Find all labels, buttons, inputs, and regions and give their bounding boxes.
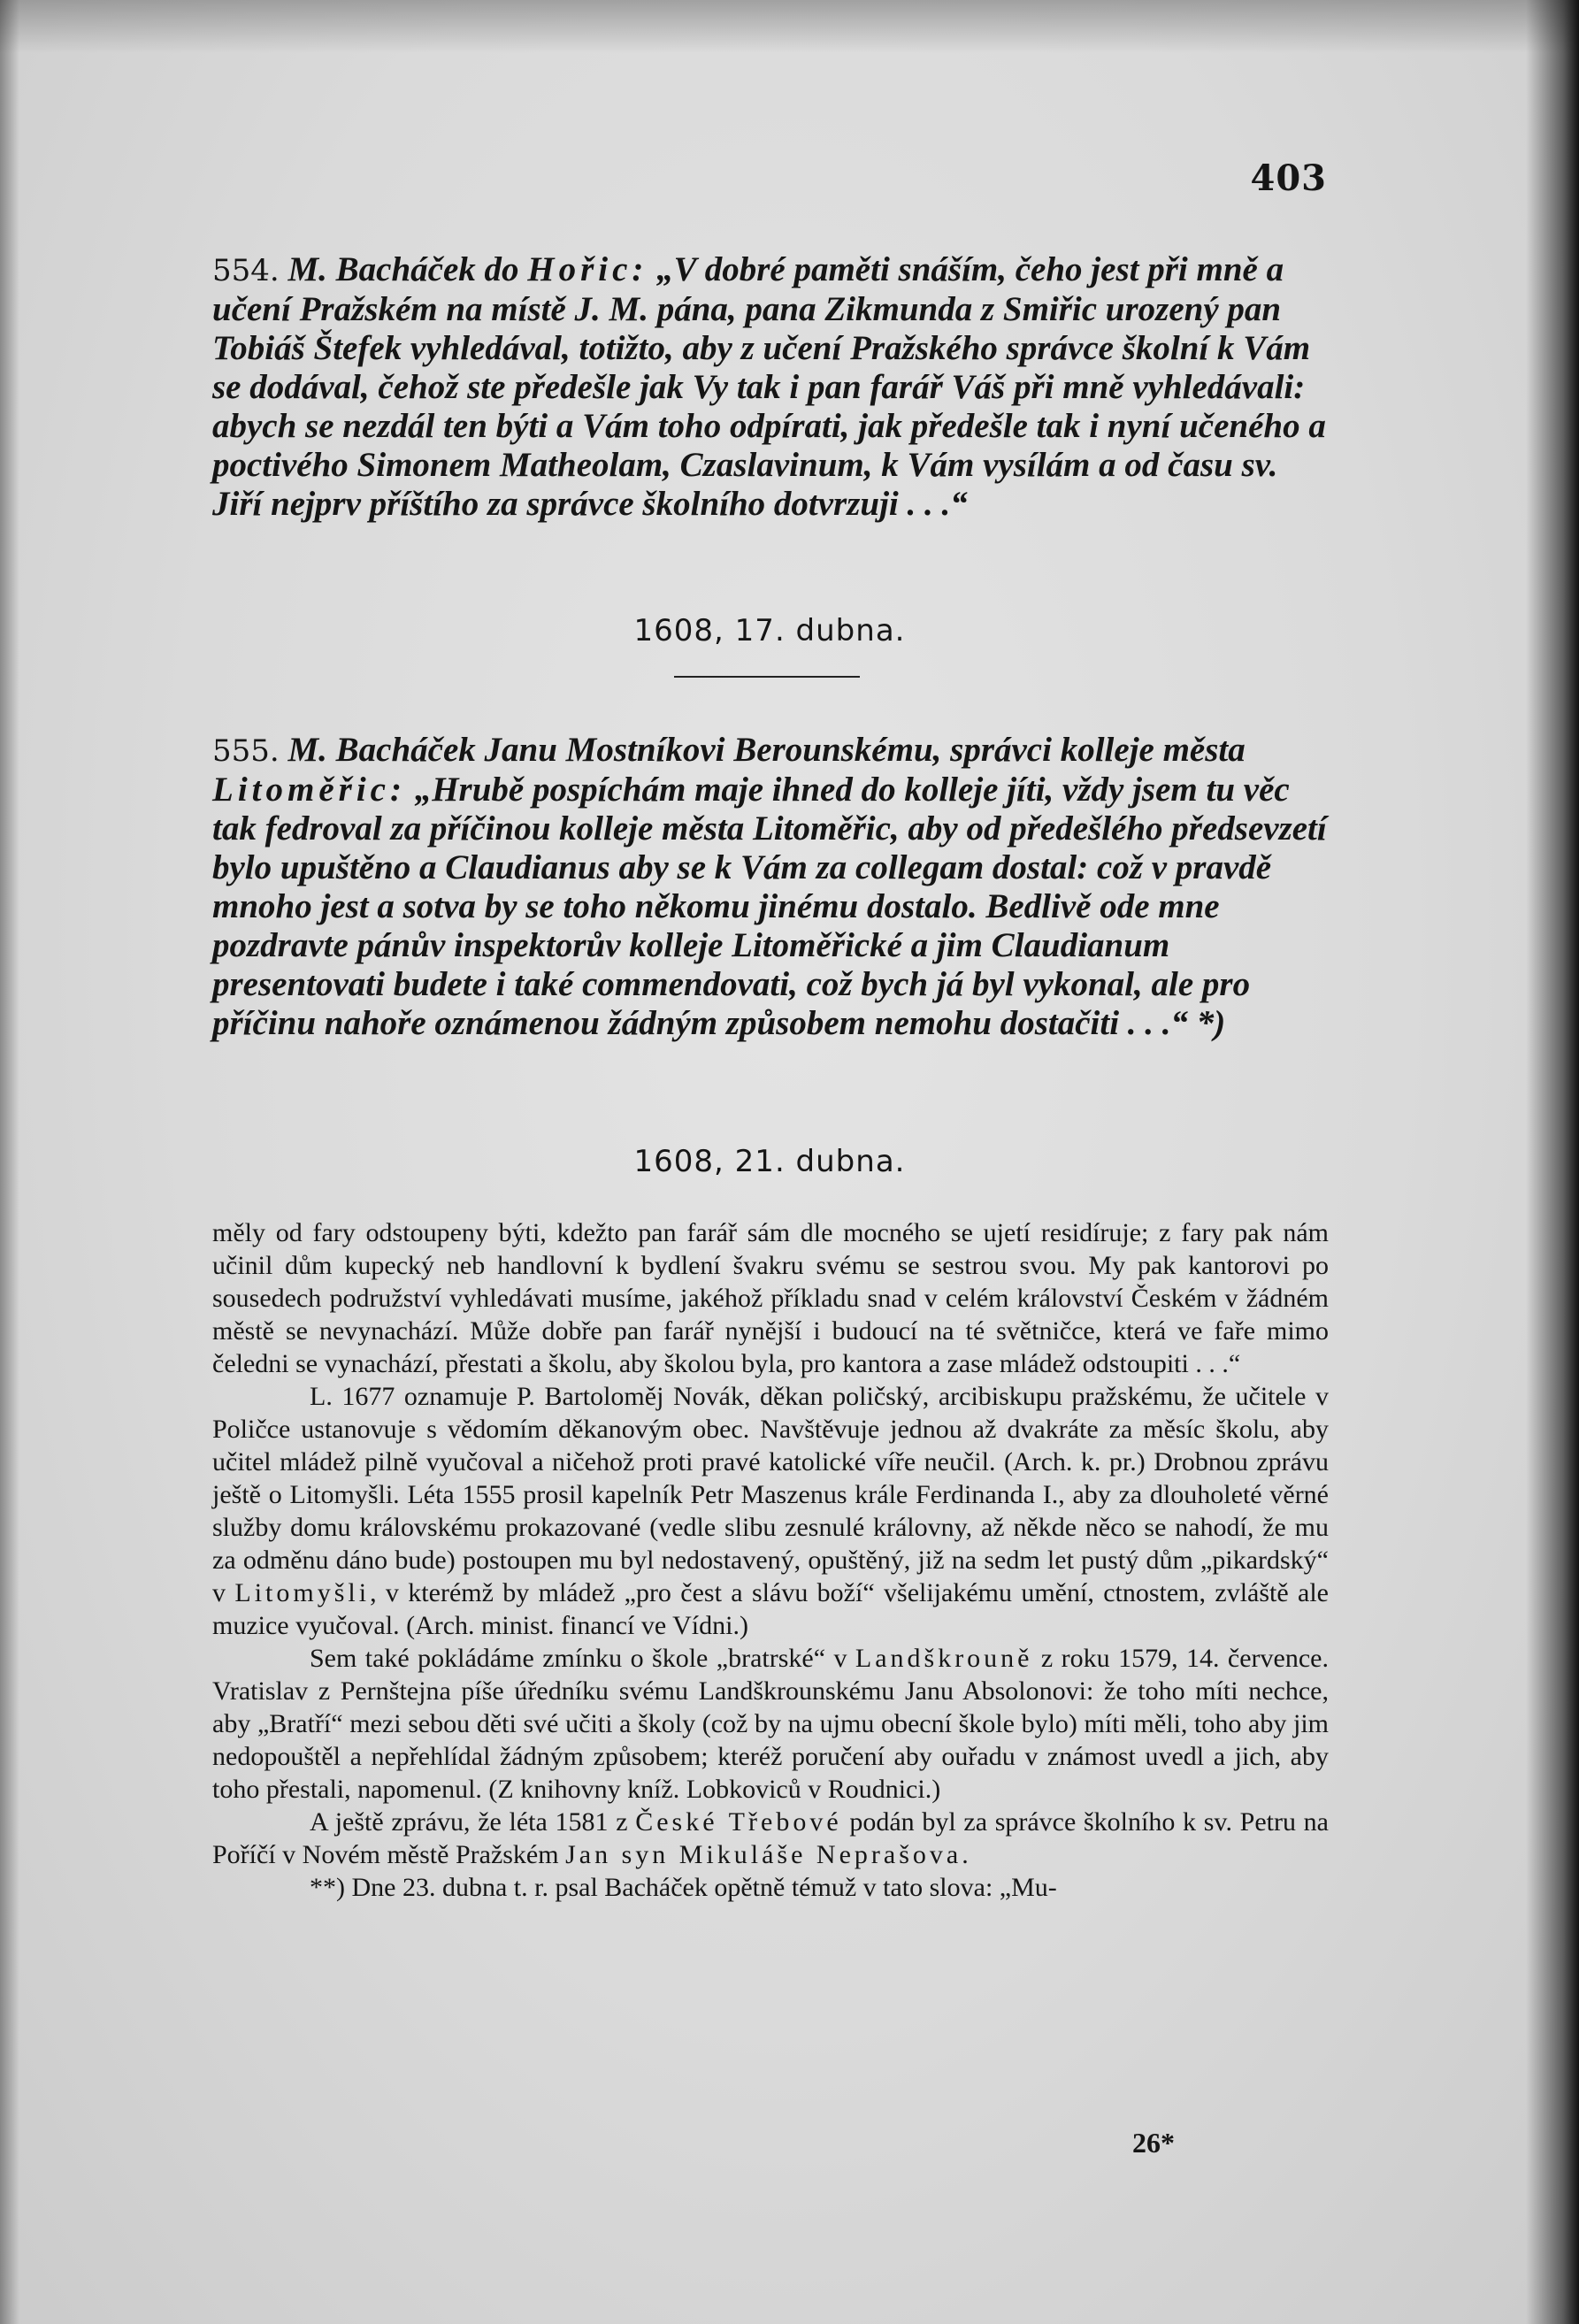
footnote-place: Landškrouně <box>855 1644 1033 1673</box>
entry-text-after: „Hrubě pospíchám maje ihned do kolleje jíti, vždy jsem tu věc tak fedroval za příčinou kolleje města Litoměřic, aby od předešlého předsevzetí bylo upuštěno a Claudianus aby se k Vám za collegam dostal: což v pravdě mnoho jest a sotva by se toho někomu jinému dostalo. Bedlivě ode mne pozdravte pánův inspektorův kolleje Litoměřické a jim Claudianum presentovati budete i také commendovati, což bych já byl vykonal, ale pro příčinu nahoře oznámenou žádným způsobem nemohu dostačiti . . .“ *) <box>212 771 1327 1042</box>
footnote-text: z roku 1579, 14. července. Vratislav z Pernštejna píše úředníku svému Landškrounskému Janu Absolonovi: že toho míti nechce, aby „Bratří“ mezi sebou děti své učiti a školy (což by na ujmu obecní škole bylo) míti měli, toho aby jim nedopouštěl a nepřehlídal žádným způsobem; kteréž poručení aby ouřadu v známost uvedl a jich, aby toho přestali, napomenul. (Z knihovny kníž. Lobkoviců v Roudnici.) <box>212 1644 1329 1804</box>
footnote-text: . <box>962 1840 969 1869</box>
footnote-text: L. 1677 oznamuje P. Bartoloměj Novák, děkan poličský, arcibiskupu pražskému, že učitele v Poličce ustanovuje s vědomím děkanovým obec. Navštěvuje jednou až dvakráte za měsíc školu, aby učitel mládež pilně vyučoval a ničehož proti pravé katolické víře neučil. (Arch. k. pr.) Drobnou zprávu ještě o Litomyšli. Léta 1555 prosil kapelník Petr Maszenus krále Ferdinanda I., aby za dlouholeté věrné služby domu královskému prokazované (vedle slibu zesnulé královny, až někde něco se nahodí, že mu za odměnu dáno bude) postoupen mu byl nedostavený, opuštěný, již na sedm let pustý dům „pikardský“ v <box>212 1382 1329 1607</box>
entry-555 <box>212 731 1327 1043</box>
page-right-shadow <box>1526 0 1579 2324</box>
signature-mark: 26* <box>1132 2127 1175 2159</box>
page-left-shadow <box>0 0 19 2324</box>
entry-text-after: „V dobré paměti snáším, čeho jest při mně a učení Pražském na místě J. M. pána, pana Zikmunda z Smiřic urozený pan Tobiáš Štefek vyhledával, totižto, aby z učení Pražského správce školní k Vám se dodával, čehož ste předešle jak Vy tak i pan farář Váš při mně vyhledávali: abych se nezdál ten býti a Vám toho odpírati, jak předešle tak i nyní učeného a poctivého Simonem Matheolam, Czaslavinum, k Vám vysílám a od času sv. Jiří nejprv příštího za správce školního dotvrzuji . . .“ <box>212 250 1326 523</box>
page-number: 403 <box>1250 157 1327 199</box>
entry-text-before: M. Bacháček do <box>287 250 528 288</box>
footnote-text: Sem také pokládáme zmínku o škole „bratrské“ v <box>310 1644 855 1673</box>
entry-place: Litoměřic: <box>212 771 406 809</box>
entry-554 <box>212 250 1327 524</box>
entry-date: 1608, 17. dubna. <box>633 613 906 648</box>
footnote-place: Litomyšli <box>234 1578 371 1607</box>
footnote-text: podán byl za správce školního k sv. Petru na Poříčí v Novém městě Pražském <box>212 1807 1329 1869</box>
separator-rule <box>674 676 860 678</box>
entry-number: 555. <box>212 733 280 769</box>
footnote-paragraph <box>212 1380 1329 1642</box>
footnote-paragraph <box>212 1806 1329 1871</box>
footnote-place: České Třebové <box>635 1807 842 1837</box>
entry-date: 1608, 21. dubna. <box>633 1144 906 1179</box>
entry-number: 554. <box>212 253 280 288</box>
footnote-name: Jan syn Mikuláše Neprašova <box>565 1840 962 1869</box>
entry-text-before: M. Bacháček Janu Mostníkovi Berounskému, správci kolleje města <box>287 731 1246 769</box>
footnote-text: , v kterémž by mládež „pro čest a slávu boží“ všelijakému umění, ctnostem, zvláště ale muzice vyučoval. (Arch. minist. financí ve Vídni.) <box>212 1578 1329 1640</box>
page-top-shadow <box>0 0 1579 53</box>
entry-place: Hořic: <box>527 250 648 288</box>
footnote-text: A ještě zprávu, že léta 1581 z <box>310 1807 636 1837</box>
footnote-paragraph: **) Dne 23. dubna t. r. psal Bacháček opětně témuž v tato slova: „Mu- <box>310 1873 1057 1902</box>
footnote-paragraph <box>212 1642 1329 1806</box>
footnotes <box>212 1216 1329 1904</box>
footnote-paragraph: měly od fary odstoupeny býti, kdežto pan farář sám dle mocného se ujetí residíruje; z fary pak nám učinil dům kupecký neb handlovní k bydlení švakru svému se sestrou svou. My pak kantorovi po sousedech podružství vyhledávati musíme, jakéhož příkladu snad v celém království Českém v žádném městě se nevynachází. Může dobře pan farář nynější i budoucí na té světničce, která ve faře mimo čeledni se vynachází, přestati a školu, aby školou byla, pro kantora a zase mládež odstoupiti . . .“ <box>212 1218 1329 1378</box>
